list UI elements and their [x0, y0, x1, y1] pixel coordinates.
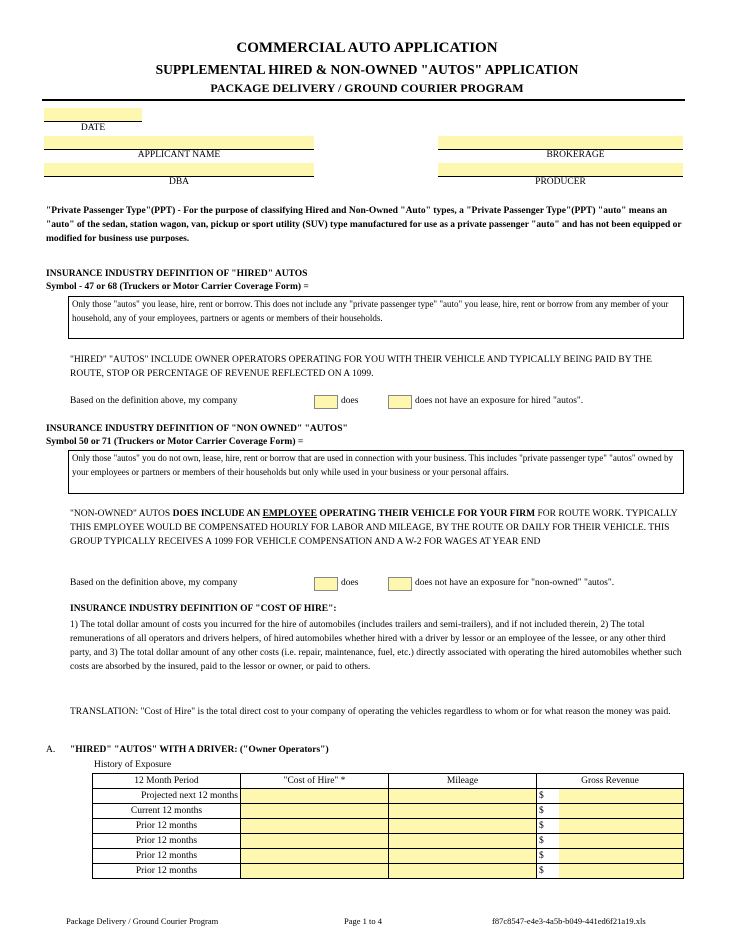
cost-input[interactable] — [241, 819, 389, 834]
dollar-sign: $ — [537, 819, 559, 834]
row-period-label: Prior 12 months — [93, 834, 241, 849]
mileage-input[interactable] — [389, 789, 537, 804]
date-label: DATE — [80, 123, 106, 133]
history-label: History of Exposure — [94, 760, 172, 770]
hired-heading: INSURANCE INDUSTRY DEFINITION OF "HIRED" AUTOS — [46, 269, 308, 279]
nonowned-definition-box: Only those "autos" you do not own, lease, hire, rent or borrow that are used in connection with your business. This includes "private passenger type" "autos" owned by your employees or partners or members of their households but only while used in your business or your personal affairs. — [68, 450, 684, 494]
footer-page: Page 1 to 4 — [344, 916, 383, 926]
row-period-label: Projected next 12 months — [93, 789, 241, 804]
producer-label: PRODUCER — [535, 177, 586, 187]
nonowned-question: Based on the definition above, my company — [70, 578, 238, 588]
table-row — [93, 789, 684, 804]
col-mileage-header: Mileage — [389, 774, 537, 789]
nonowned-note-employee: EMPLOYEE — [262, 509, 317, 519]
date-input[interactable] — [44, 108, 142, 122]
hired-does-not-checkbox[interactable] — [388, 395, 412, 409]
row-period-label: Prior 12 months — [93, 819, 241, 834]
cost-of-hire-body: 1) The total dollar amount of costs you incurred for the hire of automobiles (includes trailers and semi-trailers), and if not included therein, 2) The total remunerations of all operators and drivers helpers, of hired automobiles whether hired with a driver by lessor or an employee of the lessee, or any other third party, and 3) The total dollar amount of any other costs (i.e. repair, maintenance, fuel, etc.) directly associated with operating the hired automobiles whether such costs are absorbed by the insured, paid to the lessor or owner, or paid to others. — [70, 620, 682, 672]
dollar-sign: $ — [537, 849, 559, 864]
col-cost-header: "Cost of Hire" * — [241, 774, 389, 789]
nonowned-note-b: DOES INCLUDE AN — [172, 509, 263, 519]
dba-input[interactable] — [44, 163, 314, 177]
hired-note: "HIRED" "AUTOS" INCLUDE OWNER OPERATORS OPERATING FOR YOU WITH THEIR VEHICLE AND TYPICALLY BEING PAID BY THE ROUTE, STOP OR PERCENTAGE OF REVENUE REFLECTED ON A 1099. — [70, 355, 652, 379]
header-rule — [42, 99, 685, 101]
section-a-letter: A. — [46, 745, 56, 755]
table-row — [93, 849, 684, 864]
table-header-row — [93, 774, 684, 789]
revenue-input[interactable] — [559, 834, 684, 849]
nonowned-does-label: does — [341, 578, 359, 588]
nonowned-note-d: OPERATING THEIR VEHICLE FOR YOUR FIRM — [316, 509, 536, 519]
brokerage-label: BROKERAGE — [546, 150, 605, 160]
program-title: PACKAGE DELIVERY / GROUND COURIER PROGRAM — [210, 81, 524, 95]
cost-input[interactable] — [241, 834, 389, 849]
hired-definition-box: Only those "autos" you lease, hire, rent or borrow. This does not include any "private passenger type" "auto" you lease, hire, rent or borrow from any member of your household, any of your employees, partners or agents or members of their households. — [68, 296, 684, 339]
table-row — [93, 834, 684, 849]
applicant-name-label: APPLICANT NAME — [137, 150, 221, 160]
hired-question: Based on the definition above, my company — [70, 396, 238, 406]
nonowned-does-checkbox[interactable] — [314, 577, 338, 591]
nonowned-does-not-label: does not have an exposure for "non-owned" "autos". — [415, 578, 615, 588]
col-period-header: 12 Month Period — [93, 774, 241, 789]
mileage-input[interactable] — [389, 804, 537, 819]
nonowned-does-not-checkbox[interactable] — [388, 577, 412, 591]
table-row — [93, 864, 684, 879]
dollar-sign: $ — [537, 864, 559, 879]
nonowned-note-a: "NON-OWNED" AUTOS — [70, 509, 173, 519]
dollar-sign: $ — [537, 834, 559, 849]
row-period-label: Prior 12 months — [93, 864, 241, 879]
cost-input[interactable] — [241, 804, 389, 819]
revenue-input[interactable] — [559, 819, 684, 834]
hired-does-not-label: does not have an exposure for hired "autos". — [415, 396, 584, 406]
row-period-label: Prior 12 months — [93, 849, 241, 864]
section-a-heading: "HIRED" "AUTOS" WITH A DRIVER: ("Owner Operators") — [70, 745, 329, 755]
revenue-input[interactable] — [559, 849, 684, 864]
mileage-input[interactable] — [389, 834, 537, 849]
mileage-input[interactable] — [389, 849, 537, 864]
table-row — [93, 819, 684, 834]
ppt-definition: "Private Passenger Type"(PPT) - For the purpose of classifying Hired and Non-Owned "Auto" types, a "Private Passenger Type"(PPT) "auto" means an "auto" of the sedan, station wagon, van, pickup or sport utility (SUV) type manufactured for use as a private passenger "auto" and has not been equipped or modified for business use purposes. — [46, 206, 682, 244]
dba-label: DBA — [168, 177, 190, 187]
mileage-input[interactable] — [389, 819, 537, 834]
hired-does-checkbox[interactable] — [314, 395, 338, 409]
mileage-input[interactable] — [389, 864, 537, 879]
history-table — [92, 773, 684, 879]
nonowned-note — [70, 507, 686, 549]
row-period-label: Current 12 months — [93, 804, 241, 819]
revenue-input[interactable] — [559, 789, 684, 804]
nonowned-heading: INSURANCE INDUSTRY DEFINITION OF "NON OWNED" "AUTOS" — [46, 424, 348, 434]
cost-input[interactable] — [241, 789, 389, 804]
dollar-sign: $ — [537, 804, 559, 819]
footer-program: Package Delivery / Ground Courier Program — [66, 916, 219, 926]
revenue-input[interactable] — [559, 804, 684, 819]
hired-symbol: Symbol - 47 or 68 (Truckers or Motor Carrier Coverage Form) = — [46, 282, 309, 292]
nonowned-note-e: FOR ROUTE WORK. TYPICALLY THIS EMPLOYEE WOULD BE COMPENSATED HOURLY FOR LABOR AND MILEAGE, BY THE ROUTE OR DAILY FOR THEIR VEHICLE. THIS GROUP TYPICALLY RECEIVES A 1099 FOR VEHICLE COMPENSATION AND A W-2 FOR WAGES AT YEAR END — [70, 509, 678, 547]
form-subtitle: SUPPLEMENTAL HIRED & NON-OWNED "AUTOS" APPLICATION — [155, 62, 579, 77]
cost-of-hire-heading: INSURANCE INDUSTRY DEFINITION OF "COST OF HIRE": — [70, 604, 337, 614]
brokerage-input[interactable] — [438, 136, 683, 150]
revenue-input[interactable] — [559, 864, 684, 879]
dollar-sign: $ — [537, 789, 559, 804]
footer-filename: f87c8547-e4e3-4a5b-b049-441ed6f21a19.xls — [492, 916, 646, 926]
cost-input[interactable] — [241, 849, 389, 864]
nonowned-symbol: Symbol 50 or 71 (Truckers or Motor Carrier Coverage Form) = — [46, 437, 304, 447]
cost-of-hire-translation: TRANSLATION: "Cost of Hire" is the total direct cost to your company of operating the vehicles regardless to whom or for what reason the money was paid. — [70, 707, 671, 717]
producer-input[interactable] — [438, 163, 683, 177]
col-revenue-header: Gross Revenue — [537, 774, 684, 789]
cost-input[interactable] — [241, 864, 389, 879]
table-row — [93, 804, 684, 819]
form-title: COMMERCIAL AUTO APPLICATION — [236, 40, 498, 56]
hired-does-label: does — [341, 396, 359, 406]
applicant-name-input[interactable] — [44, 136, 314, 150]
